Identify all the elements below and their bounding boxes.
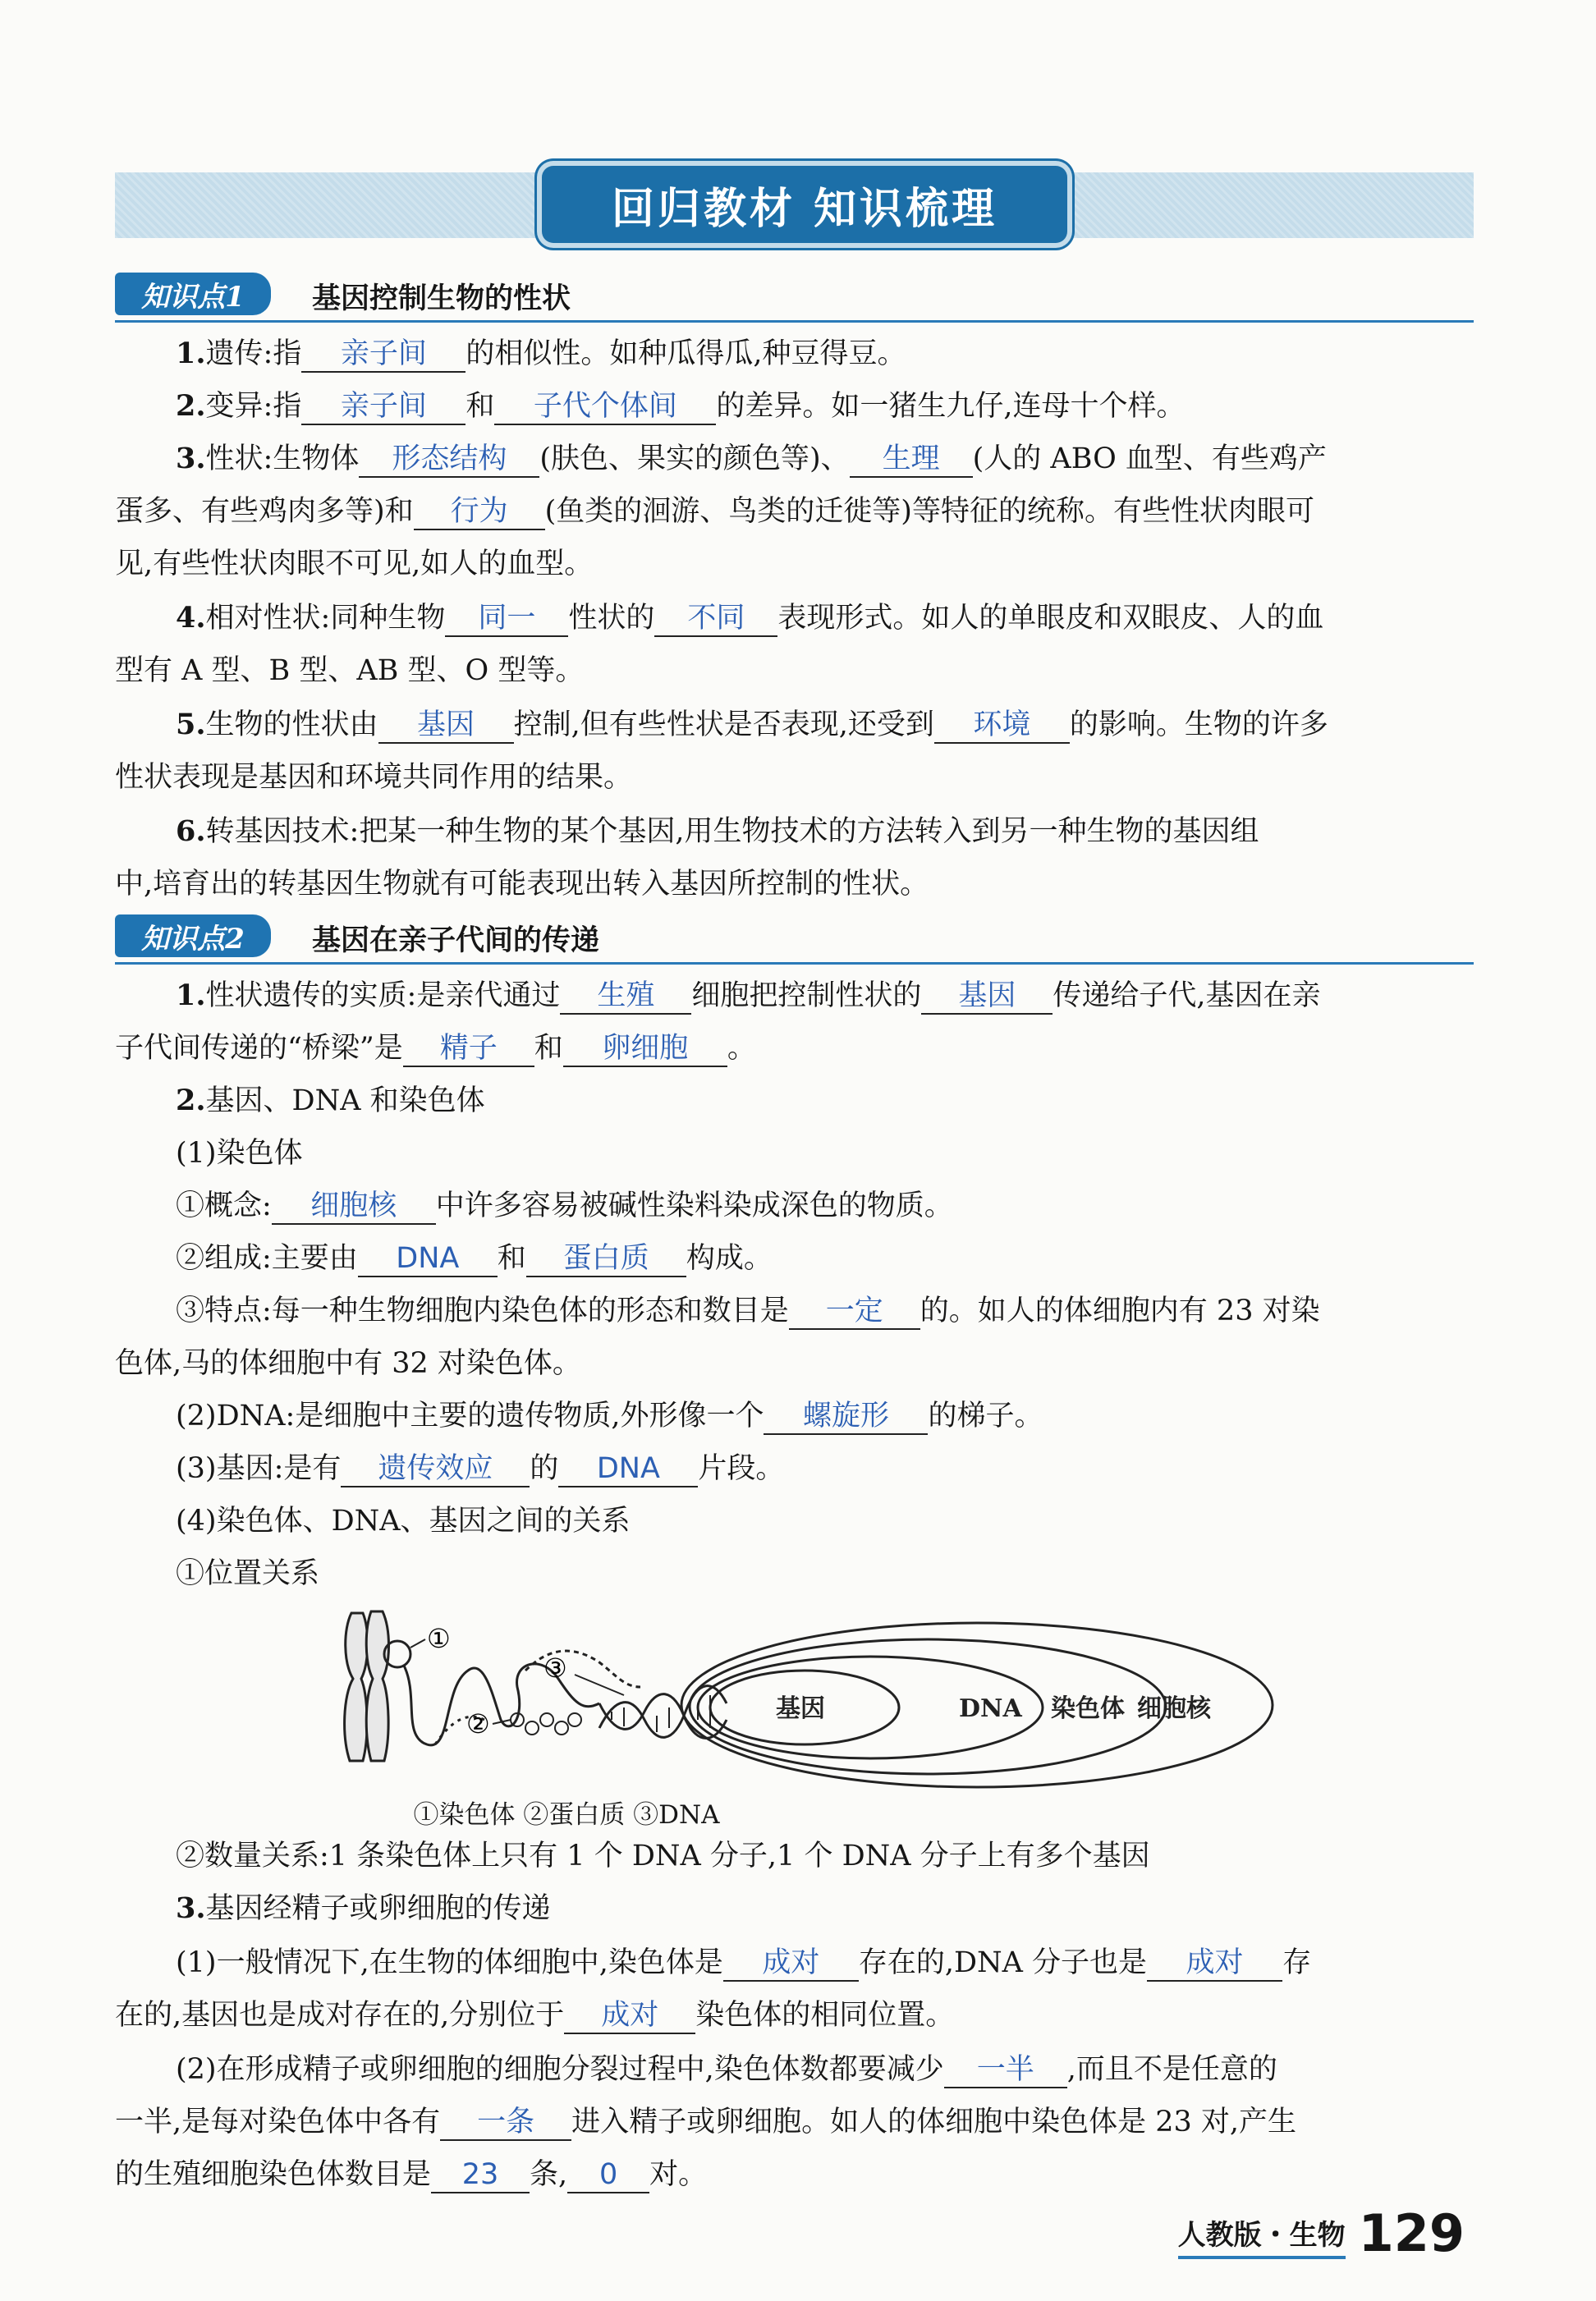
answer-blank: 遗传效应 (341, 1451, 530, 1487)
answer-blank: 蛋白质 (526, 1241, 686, 1277)
kp1-item-3-line3: 见,有些性状肉眼不可见,如人的血型。 (115, 548, 594, 580)
marker-3: ③ (543, 1652, 567, 1684)
oval-label-nucleus: 细胞核 (1137, 1694, 1211, 1723)
chromosome-dna-figure (328, 1597, 1281, 1830)
kp1-item-4: 4.相对性状:同种生物 同一 性状的 不同 表现形式。如人的单眼皮和双眼皮、人的血 (115, 599, 1474, 637)
kp2-para-1-line2: 子代间传递的“桥梁”是 精子 和 卵细胞 。 (115, 1029, 1474, 1067)
relationship-heading: (4)染色体、DNA、基因之间的关系 (176, 1505, 631, 1538)
figure-illustration (328, 1597, 1281, 1794)
answer-blank: 不同 (654, 601, 777, 637)
answer-blank: DNA (558, 1451, 698, 1487)
marker-1-leader (410, 1639, 425, 1648)
answer-blank: 成对 (564, 1998, 695, 2034)
protein-beads (511, 1713, 581, 1735)
kp2-header (115, 913, 1474, 965)
kp2-para-1: 1.性状遗传的实质:是亲代通过 生殖 细胞把控制性状的 基因 传递给子代,基因在亲 (115, 977, 1474, 1015)
gene-definition: (3)基因:是有 遗传效应 的 DNA 片段。 (115, 1450, 1474, 1487)
kp1-title: 基因控制生物的性状 (312, 282, 571, 315)
marker-1: ① (427, 1623, 451, 1654)
chromosome-composition: ②组成:主要由 DNA 和 蛋白质 构成。 (115, 1240, 1474, 1277)
kp2-para-3b-line3: 的生殖细胞染色体数目是 23 条, 0 对。 (115, 2156, 1474, 2193)
kp2-para-3a: (1)一般情况下,在生物的体细胞中,染色体是 成对 存在的,DNA 分子也是 成对 存 (115, 1944, 1474, 1982)
section-banner (115, 172, 1474, 238)
answer-blank: 0 (567, 2157, 649, 2193)
answer-blank: 卵细胞 (563, 1031, 727, 1067)
page-number: 129 (1358, 2203, 1465, 2263)
chromosome-drawing (345, 1611, 389, 1761)
marker-2: ② (466, 1708, 490, 1740)
position-heading: ①位置关系 (176, 1557, 320, 1590)
kp2-para-3b-line2: 一半,是每对染色体中各有 一条 进入精子或卵细胞。如人的体细胞中染色体是 23 对,产生 (115, 2103, 1474, 2141)
answer-blank: 形态结构 (359, 442, 539, 478)
kp1-item-3: 3.性状:生物体 形态结构 (肤色、果实的颜色等)、 生理 (人的 ABO 血型、有些鸡产 (115, 440, 1474, 478)
kp2-para-2-title: 2.基因、DNA 和染色体 (176, 1084, 485, 1117)
answer-blank: 成对 (723, 1946, 859, 1982)
answer-blank: 23 (431, 2157, 530, 2193)
chromosome-heading: (1)染色体 (176, 1137, 303, 1170)
dna-definition: (2)DNA:是细胞中主要的遗传物质,外形像一个 螺旋形 的梯子。 (115, 1397, 1474, 1435)
banner-title: 回归教材 知识梳理 (611, 184, 998, 234)
kp2-badge: 知识点2 (115, 914, 271, 957)
edition-label: 人教版・生物 (1178, 2212, 1346, 2259)
kp2-para-3a-line2: 在的,基因也是成对存在的,分别位于 成对 染色体的相同位置。 (115, 1996, 1474, 2034)
kp1-header (115, 271, 1474, 323)
answer-blank: 精子 (403, 1031, 534, 1067)
answer-blank: 生理 (850, 442, 973, 478)
answer-blank: 成对 (1147, 1946, 1282, 1982)
answer-blank: DNA (358, 1241, 498, 1277)
oval-label-dna: DNA (959, 1694, 1022, 1723)
answer-blank: 生殖 (560, 979, 691, 1015)
kp1-item-6-line2: 中,培育出的转基因生物就有可能表现出转入基因所控制的性状。 (115, 868, 929, 901)
oval-label-chromosome: 染色体 (1051, 1694, 1125, 1723)
figure-caption: ①染色体 ②蛋白质 ③DNA (413, 1800, 720, 1830)
oval-label-gene: 基因 (776, 1694, 825, 1723)
kp1-item-4-line2: 型有 A 型、B 型、AB 型、O 型等。 (115, 654, 585, 687)
kp1-item-6: 6.转基因技术:把某一种生物的某个基因,用生物技术的方法转入到另一种生物的基因组 (176, 814, 1259, 848)
answer-blank: 一半 (944, 2052, 1067, 2088)
answer-blank: 亲子间 (301, 337, 466, 373)
coiled-fiber (404, 1651, 640, 1745)
kp1-item-2: 2.变异:指 亲子间 和 子代个体间 的差异。如一猪生九仔,连母十个样。 (115, 387, 1474, 425)
kp1-item-5-line2: 性状表现是基因和环境共同作用的结果。 (115, 761, 633, 794)
answer-blank: 同一 (445, 601, 568, 637)
kp2-para-3b: (2)在形成精子或卵细胞的细胞分裂过程中,染色体数都要减少 一半 ,而且不是任意的 (115, 2051, 1474, 2088)
answer-blank: 细胞核 (272, 1189, 436, 1225)
kp1-badge: 知识点1 (115, 273, 271, 315)
answer-blank: 基因 (378, 708, 514, 744)
banner-title-box (542, 166, 1067, 243)
answer-blank: 基因 (921, 979, 1053, 1015)
answer-blank: 一条 (440, 2105, 571, 2141)
chromosome-concept: ①概念: 细胞核 中许多容易被碱性染料染成深色的物质。 (115, 1187, 1474, 1225)
answer-blank: 环境 (934, 708, 1070, 744)
kp1-item-5: 5.生物的性状由 基因 控制,但有些性状是否表现,还受到 环境 的影响。生物的许多 (115, 706, 1474, 744)
kp2-title: 基因在亲子代间的传递 (312, 924, 600, 957)
chromosome-feature: ③特点:每一种生物细胞内染色体的形态和数目是 一定 的。如人的体细胞内有 23 对染 (115, 1292, 1474, 1330)
answer-blank: 行为 (414, 494, 545, 530)
kp1-item-1: 1.遗传:指 亲子间 的相似性。如种瓜得瓜,种豆得豆。 (115, 335, 1474, 373)
answer-blank: 一定 (789, 1294, 920, 1330)
answer-blank: 螺旋形 (764, 1399, 928, 1435)
chromosome-feature-line2: 色体,马的体细胞中有 32 对染色体。 (115, 1347, 581, 1380)
answer-blank: 亲子间 (301, 389, 466, 425)
answer-blank: 子代个体间 (494, 389, 716, 425)
kp2-para-3-title: 3.基因经精子或卵细胞的传递 (176, 1891, 551, 1925)
kp1-item-3-line2: 蛋多、有些鸡肉多等)和 行为 (鱼类的洄游、鸟类的迁徙等)等特征的统称。有些性状肉眼可 (115, 493, 1474, 530)
marker-3-leader (575, 1675, 624, 1695)
quantity-relation: ②数量关系:1 条染色体上只有 1 个 DNA 分子,1 个 DNA 分子上有多个基因 (176, 1840, 1150, 1872)
page-footer (1177, 2203, 1465, 2263)
